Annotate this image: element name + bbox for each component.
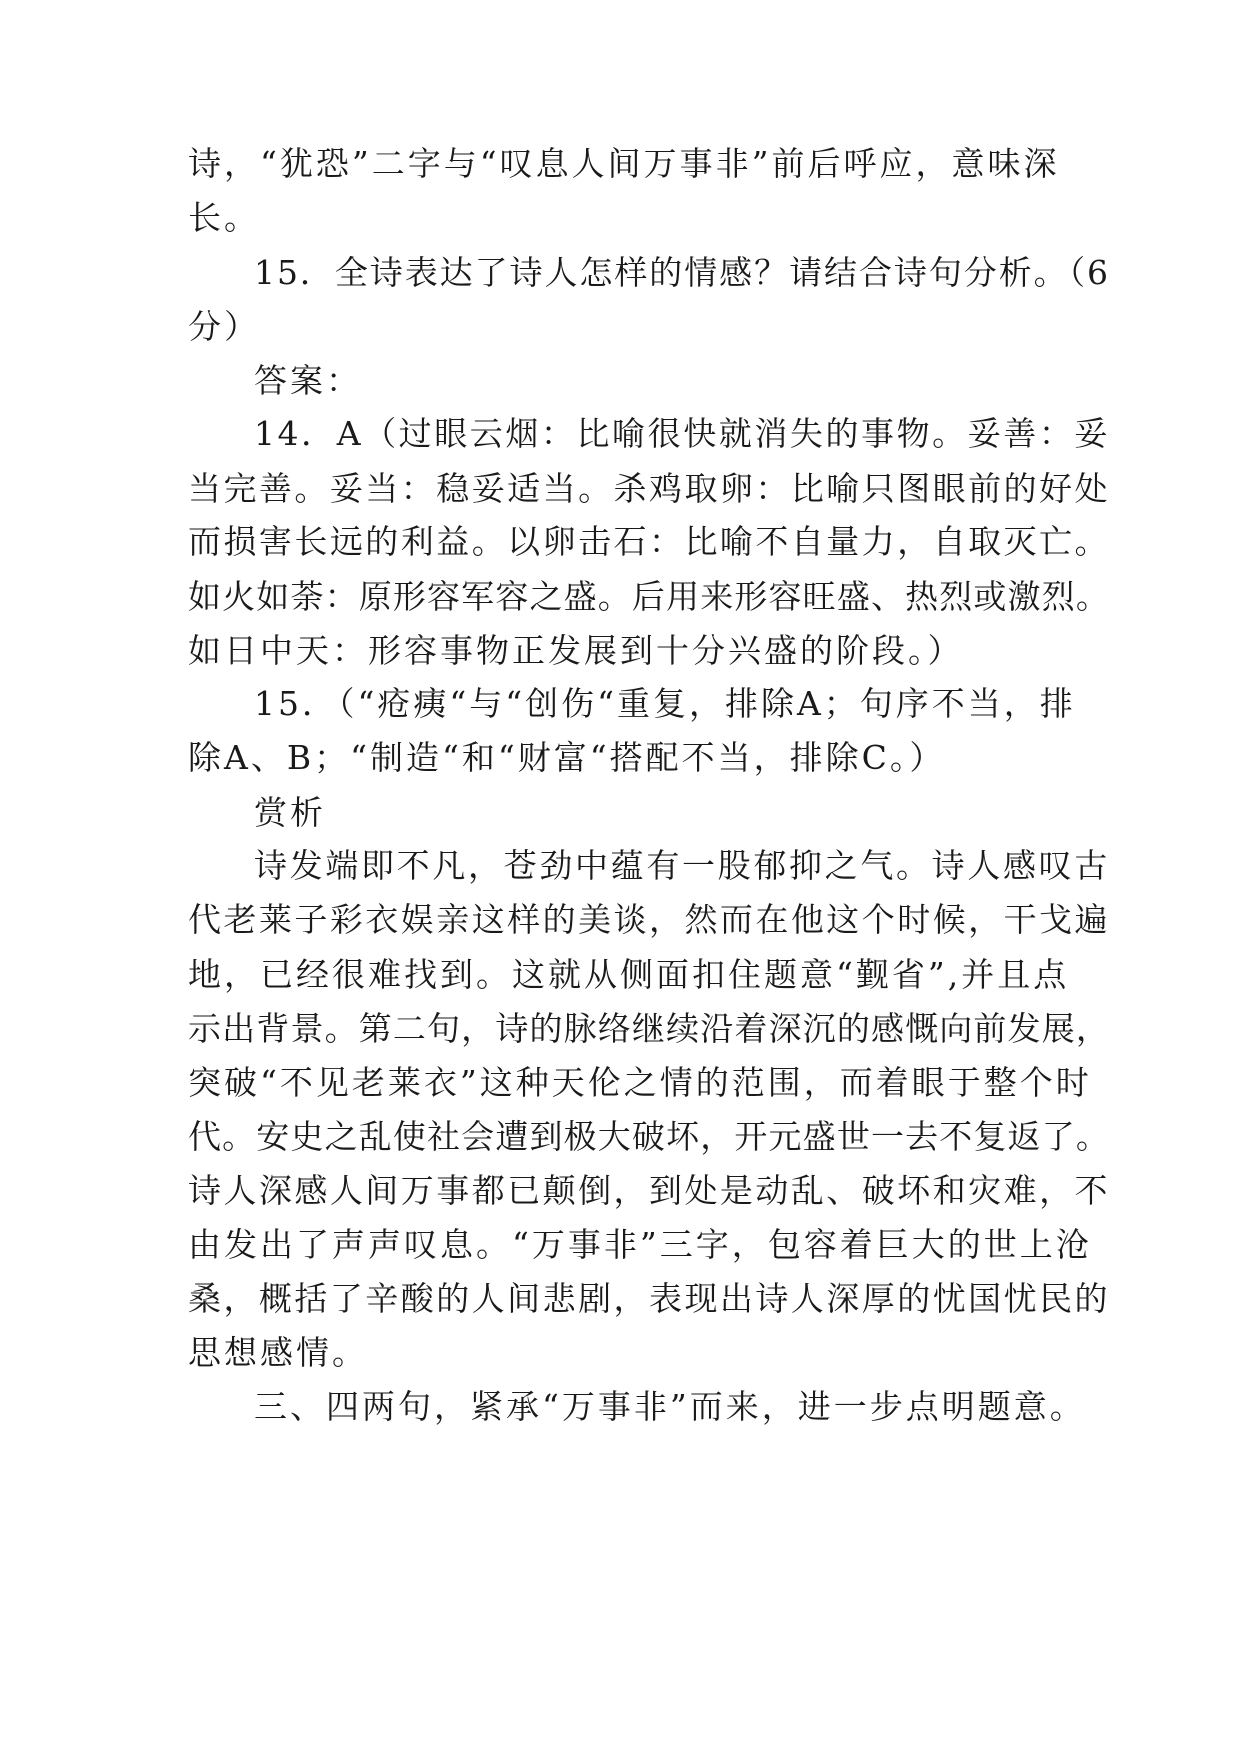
text-line: 诗人深感人间万事都已颠倒，到处是动乱、破坏和灾难，不 <box>188 1171 1110 1210</box>
text-line: 突破“不见老莱衣”这种天伦之情的范围，而着眼于整个时 <box>188 1063 1092 1102</box>
text-line: 思想感情。 <box>188 1333 368 1372</box>
text-line: 诗，“犹恐”二字与“叹息人间万事非”前后呼应，意味深 <box>188 144 1060 183</box>
text-line: 长。 <box>188 198 260 237</box>
question-15: 15．全诗表达了诗人怎样的情感？请结合诗句分析。（6 <box>254 253 1110 292</box>
text-line: 示出背景。第二句，诗的脉络继续沿着深沉的感慨向前发展， <box>188 1009 1110 1048</box>
answer-15: 15．（“疮痍“与“创伤“重复，排除A；句序不当，排 <box>254 684 1076 723</box>
text-line: 而损害长远的利益。以卵击石：比喻不自量力，自取灭亡。 <box>188 522 1110 561</box>
text-line: 如日中天：形容事物正发展到十分兴盛的阶段。） <box>188 631 964 670</box>
text-line: 由发出了声声叹息。“万事非”三字，包容着巨大的世上沧 <box>188 1225 1092 1264</box>
paragraph-start: 三、四两句，紧承“万事非”而来，进一步点明题意。 <box>254 1387 1086 1426</box>
text-line: 当完善。妥当：稳妥适当。杀鸡取卵：比喻只图眼前的好处 <box>188 469 1110 508</box>
text-line: 代老莱子彩衣娱亲这样的美谈，然而在他这个时候，干戈遍 <box>188 900 1110 939</box>
text-line: 分） <box>188 307 260 346</box>
text-line: 代。安史之乱使社会遭到极大破坏，开元盛世一去不复返了。 <box>188 1117 1110 1156</box>
text-line: 地，已经很难找到。这就从侧面扣住题意“觐省”,并且点 <box>188 955 1070 994</box>
answer-14: 14．A（过眼云烟：比喻很快就消失的事物。妥善：妥 <box>254 414 1110 453</box>
text-line: 如火如荼：原形容军容之盛。后用来形容旺盛、热烈或激烈。 <box>188 577 1110 616</box>
answer-heading: 答案： <box>254 361 362 400</box>
text-line: 除A、B；“制造“和“财富“搭配不当，排除C。） <box>188 738 946 777</box>
paragraph-start: 诗发端即不凡，苍劲中蕴有一股郁抑之气。诗人感叹古 <box>254 846 1110 885</box>
section-heading: 赏析 <box>254 793 326 832</box>
text-line: 桑，概括了辛酸的人间悲剧，表现出诗人深厚的忧国忧民的 <box>188 1279 1110 1318</box>
